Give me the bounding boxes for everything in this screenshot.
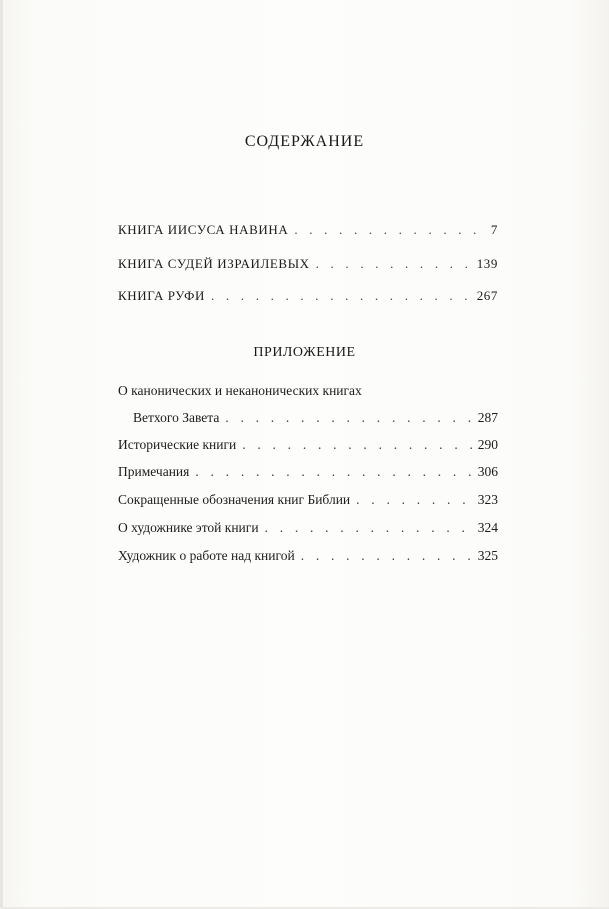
toc-entry-page: 267 bbox=[476, 288, 498, 303]
toc-entry-label: Примечания bbox=[118, 464, 190, 479]
toc-entry-page: 324 bbox=[477, 520, 498, 535]
toc-entry-page: 287 bbox=[477, 410, 498, 425]
contents-title: СОДЕРЖАНИЕ bbox=[244, 133, 365, 150]
toc-entry-label: КНИГА СУДЕЙ ИЗРАИЛЕВЫХ bbox=[118, 256, 310, 271]
dot-leader bbox=[265, 520, 472, 536]
toc-entry-joshua bbox=[118, 222, 498, 238]
dot-leader bbox=[301, 548, 472, 564]
toc-entry-judges bbox=[118, 256, 498, 272]
toc-entry-label: О художнике этой книги bbox=[118, 520, 259, 535]
toc-entry-canonical-line1: О канонических и неканонических книгах bbox=[118, 383, 362, 398]
toc-entry-label: Художник о работе над книгой bbox=[118, 548, 295, 563]
toc-entry-label: Сокращенные обозначения книг Библии bbox=[118, 492, 351, 507]
toc-entry-label: Исторические книги bbox=[118, 437, 237, 452]
toc-entry-label: Ветхого Завета bbox=[133, 410, 220, 425]
toc-entry-about-artist bbox=[118, 520, 498, 536]
toc-entry-label: КНИГА РУФИ bbox=[118, 288, 205, 303]
dot-leader bbox=[225, 410, 471, 426]
toc-entry-page: 139 bbox=[476, 256, 498, 271]
toc-entry-page: 323 bbox=[477, 492, 498, 507]
dot-leader bbox=[294, 222, 485, 238]
toc-entry-page: 306 bbox=[477, 464, 498, 479]
toc-entry-canonical bbox=[133, 410, 498, 426]
toc-entry-page: 325 bbox=[477, 548, 498, 563]
toc-entry-notes bbox=[118, 464, 498, 480]
toc-entry-ruth bbox=[118, 288, 498, 304]
toc-entry-page: 290 bbox=[477, 437, 498, 452]
toc-entry-abbreviations bbox=[118, 492, 498, 508]
dot-leader bbox=[211, 288, 471, 304]
toc-entry-artist-at-work bbox=[118, 548, 498, 564]
dot-leader bbox=[356, 492, 472, 508]
toc-entry-historical-books bbox=[118, 437, 498, 453]
toc-entry-page: 7 bbox=[490, 222, 498, 237]
toc-entry-label: КНИГА ИИСУСА НАВИНА bbox=[118, 222, 289, 237]
appendix-title: ПРИЛОЖЕНИЕ bbox=[253, 345, 356, 360]
dot-leader bbox=[242, 437, 472, 453]
dot-leader bbox=[316, 256, 471, 272]
dot-leader bbox=[195, 464, 471, 480]
